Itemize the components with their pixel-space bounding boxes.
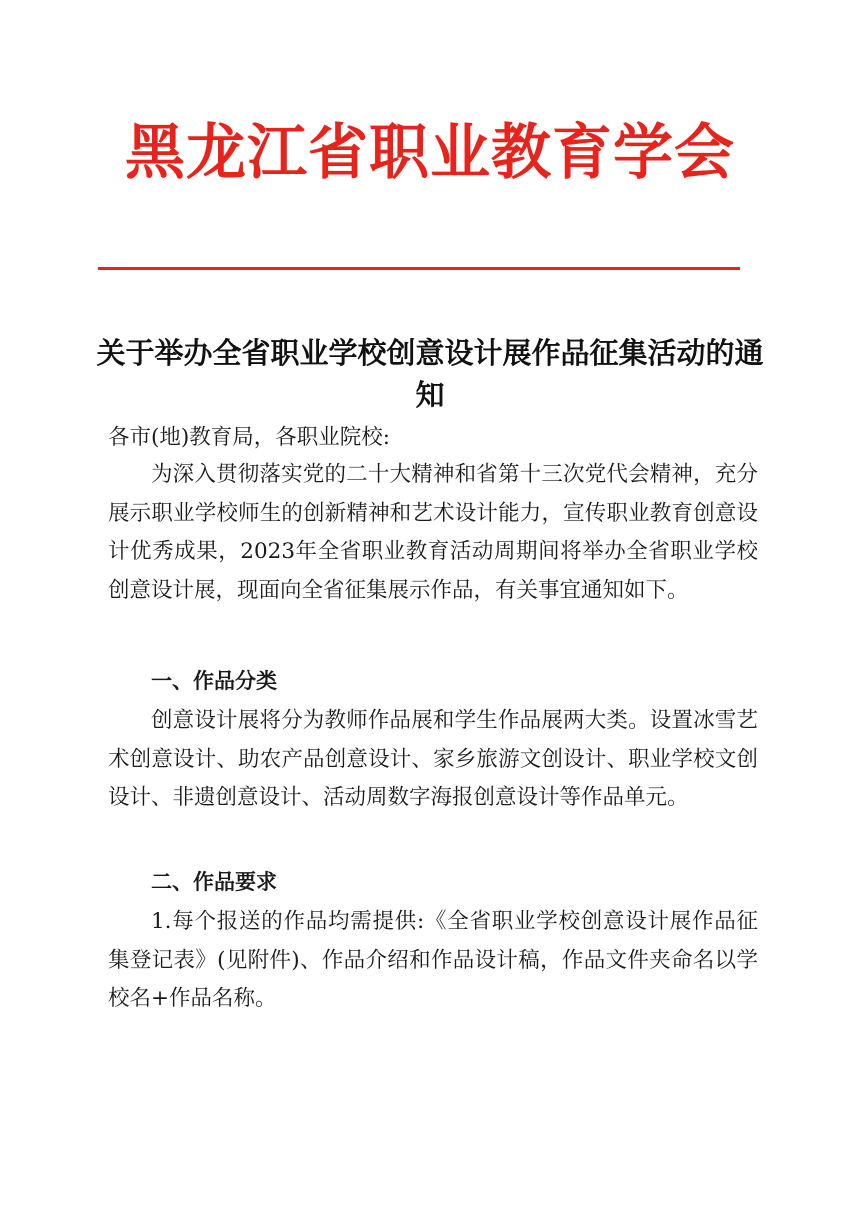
salutation: 各市(地)教育局，各职业院校: bbox=[108, 425, 391, 450]
requirements-item-1: 1.每个报送的作品均需提供:《全省职业学校创意设计展作品征集登记表》(见附件)、作品介绍和作品设计稿，作品文件夹命名以学校名+作品名称。 bbox=[108, 909, 758, 1011]
intro-paragraph: 为深入贯彻落实党的二十大精神和省第十三次党代会精神，充分展示职业学校师生的创新精神和艺术设计能力，宣传职业教育创意设计优秀成果，2023年全省职业教育活动周期间将举办全省职业学校创意设计展，现面向全省征集展示作品，有关事宜通知如下。 bbox=[108, 462, 758, 603]
red-divider-line bbox=[98, 267, 740, 270]
section-heading-requirements: 二、作品要求 bbox=[151, 870, 277, 894]
section-heading-classification: 一、作品分类 bbox=[151, 669, 277, 693]
document-title: 关于举办全省职业学校创意设计展作品征集活动的通知 bbox=[96, 336, 764, 412]
classification-paragraph: 创意设计展将分为教师作品展和学生作品展两大类。设置冰雪艺术创意设计、助农产品创意设计、家乡旅游文创设计、职业学校文创设计、非遗创意设计、活动周数字海报创意设计等作品单元。 bbox=[108, 708, 758, 810]
organization-header: 黑龙江省职业教育学会 bbox=[125, 118, 735, 188]
